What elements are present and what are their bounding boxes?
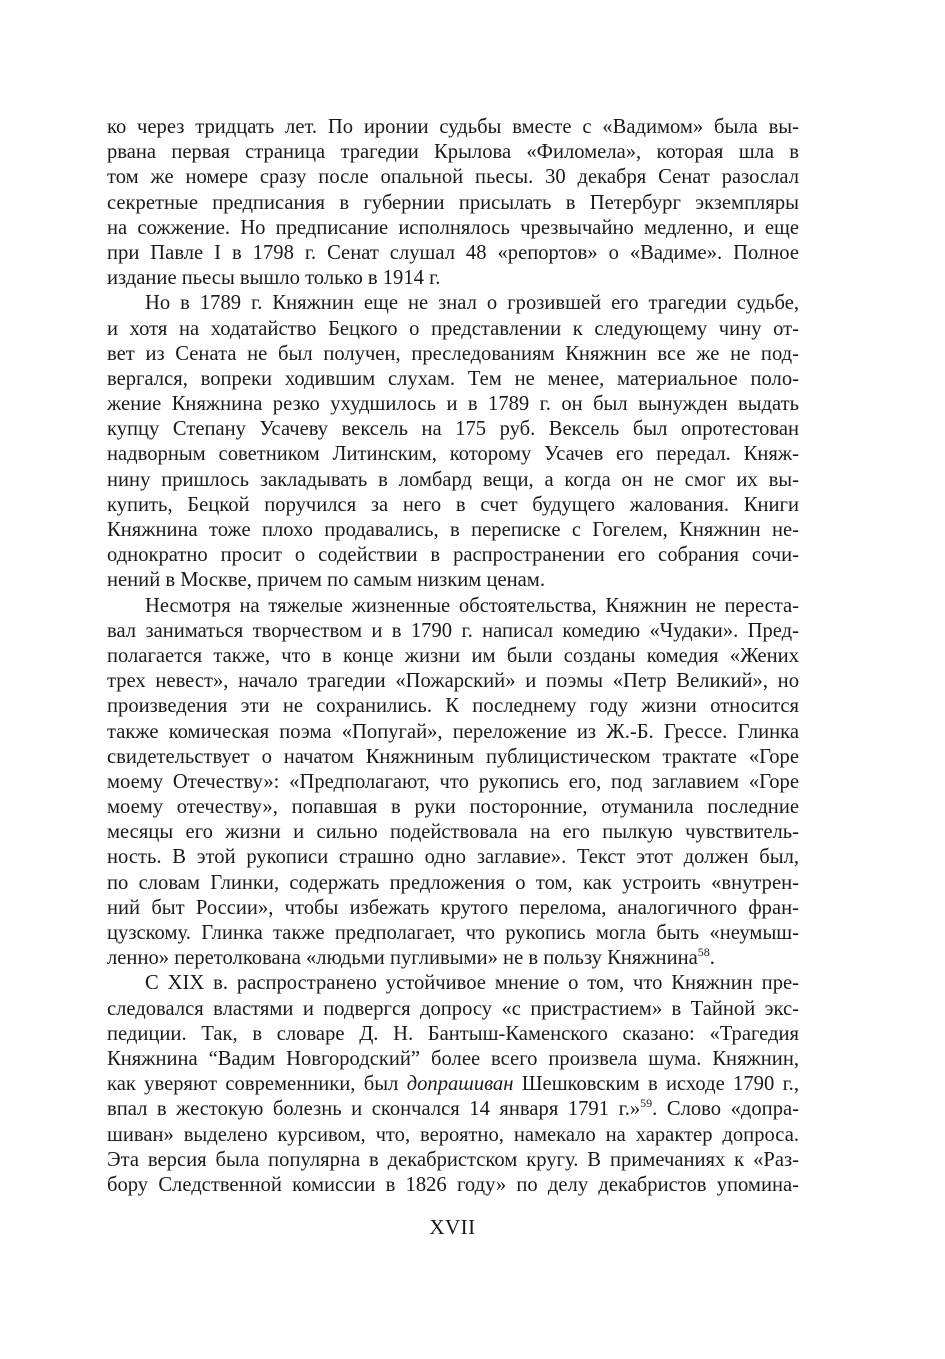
italic-text: допрашиван	[406, 1073, 514, 1096]
text-line: С XIX в. распространено устойчивое мнение о том, что Княжнин пре-	[145, 972, 799, 995]
text-line: Княжнина тоже плохо продавались, в переписке с Гогелем, Княжнин не-	[107, 519, 799, 541]
text-line: бору Следственной комиссии в 1826 году» по делу декабристов упомина-	[107, 1173, 799, 1196]
text-line: свидетельствует о начатом Княжниным публицистическом трактате «Горе	[107, 745, 799, 768]
text-line: Но в 1789 г. Княжнин еще не знал о грозившей его трагедии судьбе,	[145, 292, 799, 315]
text-line	[107, 946, 799, 971]
text-fragment: Шешковским в исходе 1790 г.,	[513, 1073, 799, 1096]
footnote-ref[interactable]: 58	[697, 945, 710, 960]
text-fragment: как уверяют современники, был	[107, 1073, 407, 1096]
text-line: том же номере сразу после опальной пьесы. 30 декабря Сенат разослал	[107, 166, 799, 189]
text-line: рвана первая страница трагедии Крылова «Филомела», которая шла в	[107, 141, 799, 164]
text-line: секретные предписания в губернии присылать в Петербург экземпляры	[107, 191, 799, 214]
text-line	[107, 1097, 799, 1122]
text-line: моему Отечеству»: «Предполагают, что рукопись его, под заглавием «Горе	[107, 770, 799, 793]
text-line: надворным советником Литинским, которому Усачев его передал. Княж-	[107, 443, 799, 466]
text-line: жение Княжнина резко ухудшилось и в 1789 г. он был вынужден выдать	[107, 393, 799, 416]
text-line: также комическая поэма «Попугай», переложение из Ж.-Б. Грессе. Глинка	[107, 720, 799, 743]
text-line: шиван» выделено курсивом, что, вероятно, намекало на характер допроса.	[107, 1123, 799, 1146]
text-line: нину пришлось закладывать в ломбард вещи, а когда он не смог их вы-	[107, 468, 799, 491]
text-fragment: ленно» перетолкована «людьми пугливыми» не в пользу Княжнина	[107, 947, 698, 970]
text-line: на сожжение. Но предписание исполнялось чрезвычайно медленно, и еще	[107, 216, 799, 239]
text-line: однократно просит о содействии в распространении его собрания сочи-	[107, 544, 799, 567]
text-fragment: .	[709, 947, 715, 970]
footnote-ref[interactable]: 59	[640, 1096, 653, 1111]
text-line: моему отечеству», попавшая в руки посторонние, отуманила последние	[107, 796, 799, 819]
text-line: произведения эти не сохранились. К последнему году жизни относится	[107, 695, 799, 718]
text-line: вергался, вопреки ходившим слухам. Тем не менее, материальное поло-	[107, 367, 799, 390]
text-line: Княжнина “Вадим Новгородский” более всего произвела шума. Княжнин,	[107, 1047, 799, 1070]
text-line: ко через тридцать лет. По иронии судьбы вместе с «Вадимом» была вы-	[107, 116, 799, 138]
text-line: и хотя на ходатайство Бецкого о представлении к следующему чину от-	[107, 317, 799, 340]
text-line: месяцы его жизни и сильно подействовала на его пылкую чувствитель-	[107, 821, 799, 844]
body-text	[107, 115, 799, 1198]
text-line: издание пьесы вышло только в 1914 г.	[107, 267, 441, 290]
text-line: ний быт России», чтобы избежать крутого перелома, аналогичного фран-	[107, 896, 799, 919]
text-line: купцу Степану Усачеву вексель на 175 руб. Вексель был опротестован	[107, 418, 799, 441]
text-line: нений в Москве, причем по самым низким ценам.	[107, 569, 545, 592]
text-line: трех невест», начало трагедии «Пожарский» и поэмы «Петр Великий», но	[107, 670, 799, 693]
text-fragment: . Слово «допра-	[652, 1098, 799, 1121]
text-line: цузскому. Глинка также предполагает, что рукопись могла быть «неумыш-	[107, 922, 799, 944]
text-line	[107, 1072, 799, 1097]
text-fragment: впал в жестокую болезнь и скончался 14 января 1791 г.»	[107, 1098, 641, 1121]
text-line: вал заниматься творчеством и в 1790 г. написал комедию «Чудаки». Пред-	[107, 619, 799, 642]
page-number: XVII	[429, 1215, 476, 1239]
text-line: по словам Глинки, содержать предложения о том, как устроить «внутрен-	[107, 871, 799, 894]
text-line: купить, Бецкой поручился за него в счет будущего жалования. Книги	[107, 493, 799, 516]
text-line: следовался властями и подвергся допросу «с пристрастием» в Тайной экс-	[107, 997, 799, 1020]
text-line: полагается также, что в конце жизни им были созданы комедия «Жених	[107, 644, 799, 667]
text-line: при Павле I в 1798 г. Сенат слушал 48 «репортов» о «Вадиме». Полное	[107, 241, 799, 264]
text-line: Несмотря на тяжелые жизненные обстоятельства, Княжнин не переста-	[145, 594, 799, 617]
text-line: Эта версия была популярна в декабристском кругу. В примечаниях к «Раз-	[107, 1148, 799, 1171]
text-line: вет из Сената не был получен, преследованиям Княжнин все же не под-	[107, 342, 799, 365]
text-line: ность. В этой рукописи страшно одно заглавие». Текст этот должен был,	[107, 846, 799, 869]
text-line: педиции. Так, в словаре Д. Н. Бантыш-Каменского сказано: «Трагедия	[107, 1022, 799, 1045]
